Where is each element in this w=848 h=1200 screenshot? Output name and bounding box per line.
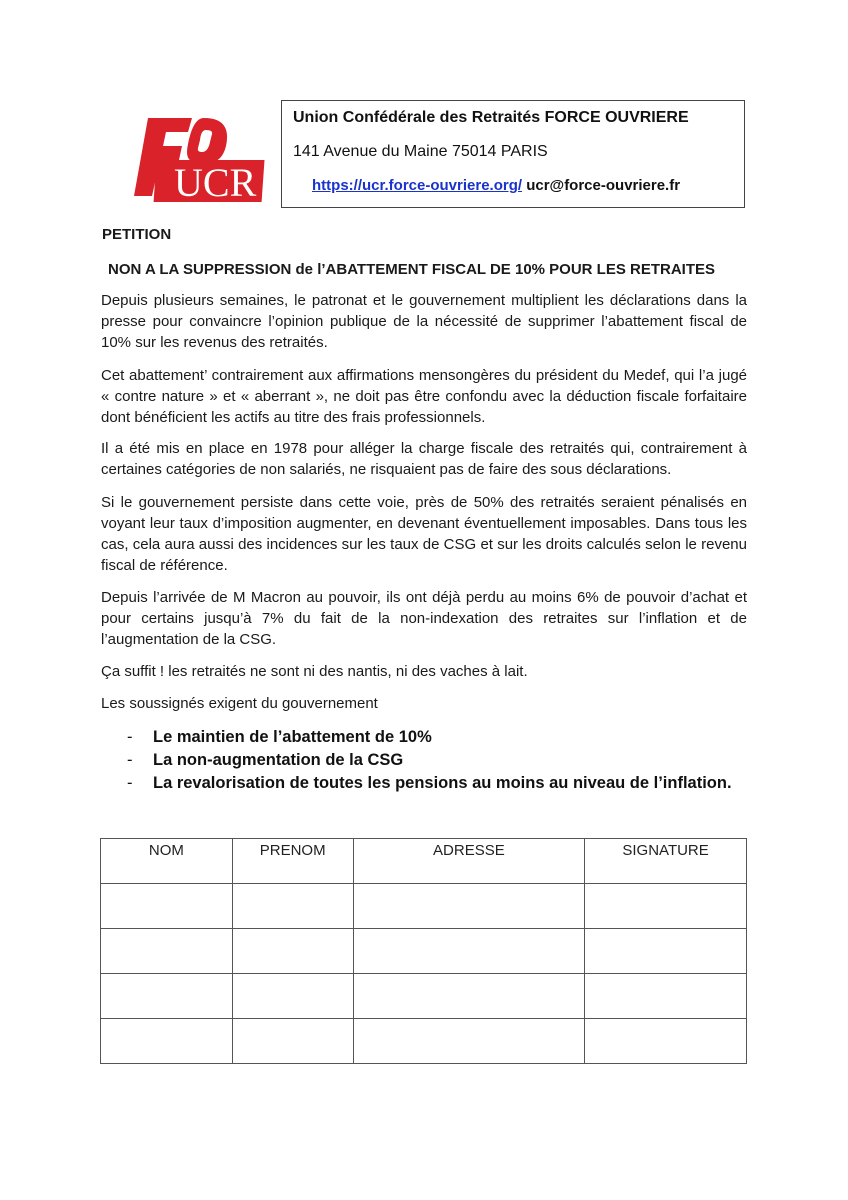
prenom-cell[interactable]: [232, 1019, 353, 1064]
demand-text: La revalorisation de toutes les pensions au moins au niveau de l’inflation.: [153, 774, 732, 792]
dash-bullet: -: [127, 751, 133, 769]
dash-bullet: -: [127, 774, 133, 792]
fo-ucr-logo: [130, 110, 270, 205]
demand-item: [127, 726, 732, 749]
demand-text: La non-augmentation de la CSG: [153, 751, 404, 769]
adresse-cell[interactable]: [353, 884, 585, 929]
table-header-row: [101, 839, 747, 884]
demands-list: [127, 726, 732, 795]
email-address: ucr@force-ouvriere.fr: [526, 177, 681, 194]
signature-cell[interactable]: [585, 974, 747, 1019]
adresse-cell[interactable]: [353, 974, 585, 1019]
prenom-cell[interactable]: [232, 974, 353, 1019]
nom-cell[interactable]: [101, 974, 233, 1019]
nom-cell[interactable]: [101, 1019, 233, 1064]
table-row: [101, 974, 747, 1019]
website-link[interactable]: https://ucr.force-ouvriere.org/: [312, 177, 523, 194]
paragraph: Les soussignés exigent du gouvernement: [101, 695, 378, 712]
organization-address: 141 Avenue du Maine 75014 PARIS: [293, 143, 548, 160]
prenom-cell[interactable]: [232, 884, 353, 929]
paragraph: Si le gouvernement persiste dans cette voie, près de 50% des retraités seraient pénalisés en voyant leur taux d’imposition augmenter, en devenant éventuellement imposables. Dans tous les cas, cela aura aussi des incidences sur les taux de CSG et sur les droits calculés selon le revenu fiscal de référence.: [101, 494, 747, 574]
paragraph: Il a été mis en place en 1978 pour alléger la charge fiscale des retraités qui, contrairement à certaines catégories de non salariés, ne risquaient pas de faire des sous déclarations.: [101, 440, 747, 478]
signature-cell[interactable]: [585, 1019, 747, 1064]
organization-info-box: [281, 100, 745, 208]
nom-cell[interactable]: [101, 884, 233, 929]
petition-title: NON A LA SUPPRESSION de l’ABATTEMENT FISCAL DE 10% POUR LES RETRAITES: [108, 261, 716, 278]
organization-contact: [312, 177, 680, 194]
signature-cell[interactable]: [585, 884, 747, 929]
signature-table: [100, 838, 747, 1064]
prenom-cell[interactable]: [232, 929, 353, 974]
demand-text: Le maintien de l’abattement de 10%: [153, 728, 432, 746]
adresse-cell[interactable]: [353, 1019, 585, 1064]
dash-bullet: -: [127, 728, 133, 746]
demand-item: [127, 749, 732, 772]
column-header-prenom: PRENOM: [232, 839, 353, 884]
nom-cell[interactable]: [101, 929, 233, 974]
table-row: [101, 884, 747, 929]
column-header-signature: SIGNATURE: [585, 839, 747, 884]
signature-cell[interactable]: [585, 929, 747, 974]
petition-label: PETITION: [102, 226, 172, 243]
paragraph: Depuis l’arrivée de M Macron au pouvoir, ils ont déjà perdu au moins 6% de pouvoir d’achat et pour certains jusqu’à 7% du fait de la non-indexation des retraites sur l’inflation et de l’augmentation de la CSG.: [101, 589, 747, 648]
adresse-cell[interactable]: [353, 929, 585, 974]
organization-name: Union Confédérale des Retraités FORCE OUVRIERE: [293, 109, 689, 126]
paragraph: Cet abattement’ contrairement aux affirmations mensongères du président du Medef, qui l’a jugé « contre nature » et « aberrant », ne doit pas être confondu avec la déduction fiscale forfaitaire dont bénéficient les actifs au titre des frais professionnels.: [101, 367, 747, 426]
column-header-adresse: ADRESSE: [353, 839, 585, 884]
demand-item: [127, 772, 732, 795]
paragraph: Ça suffit ! les retraités ne sont ni des nantis, ni des vaches à lait.: [101, 663, 528, 680]
table-row: [101, 1019, 747, 1064]
table-row: [101, 929, 747, 974]
column-header-nom: NOM: [101, 839, 233, 884]
paragraph: Depuis plusieurs semaines, le patronat et le gouvernement multiplient les déclarations dans la presse pour convaincre l’opinion publique de la nécessité de supprimer l’abattement fiscal de 10% sur les revenus des retraités.: [101, 292, 747, 351]
ucr-text: UCR: [174, 160, 257, 205]
